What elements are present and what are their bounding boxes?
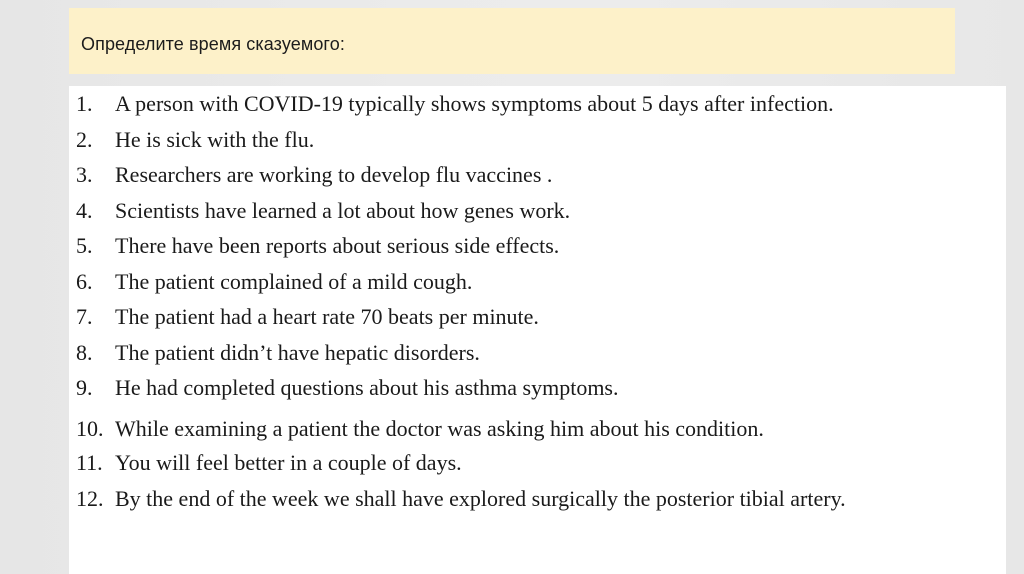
list-item	[76, 127, 846, 163]
item-number: 10.	[76, 416, 104, 441]
item-text: He is sick with the flu.	[115, 126, 315, 152]
list-item	[76, 413, 846, 450]
list-item	[76, 340, 846, 376]
item-number: 8.	[76, 339, 93, 365]
slide-header	[69, 8, 955, 74]
item-number: 5.	[76, 233, 93, 258]
item-text: There have been reports about serious side effects.	[115, 233, 560, 258]
page-title: Определите время сказуемого:	[81, 34, 345, 54]
item-text: He had completed questions about his asthma symptoms.	[115, 375, 619, 400]
list-item	[76, 450, 846, 486]
item-number: 11.	[76, 450, 103, 475]
list-item	[76, 162, 846, 198]
list-item	[76, 233, 846, 269]
item-text: Scientists have learned a lot about how genes work.	[115, 197, 571, 223]
content-box	[69, 86, 1006, 574]
item-text: By the end of the week we shall have explored surgically the posterior tibial artery.	[115, 485, 846, 511]
item-number: 4.	[76, 197, 93, 223]
list-item	[76, 375, 846, 413]
list-item	[76, 198, 846, 234]
list-item	[76, 91, 846, 127]
item-text: You will feel better in a couple of days.	[115, 450, 462, 475]
item-text: Researchers are working to develop flu vaccines .	[115, 162, 553, 187]
item-text: While examining a patient the doctor was asking him about his condition.	[115, 416, 764, 441]
item-number: 1.	[76, 91, 93, 116]
item-text: The patient complained of a mild cough.	[115, 268, 473, 294]
list-item	[76, 269, 846, 305]
item-text: The patient had a heart rate 70 beats per minute.	[115, 304, 539, 329]
item-number: 9.	[76, 375, 93, 400]
list-item	[76, 304, 846, 340]
item-number: 6.	[76, 268, 93, 294]
item-text: A person with COVID-19 typically shows symptoms about 5 days after infection.	[115, 91, 834, 116]
item-number: 12.	[76, 485, 104, 511]
task-list	[76, 91, 846, 521]
item-text: The patient didn’t have hepatic disorders.	[115, 339, 480, 365]
item-number: 3.	[76, 162, 93, 187]
item-number: 7.	[76, 304, 93, 329]
item-number: 2.	[76, 126, 93, 152]
list-item	[76, 486, 846, 522]
